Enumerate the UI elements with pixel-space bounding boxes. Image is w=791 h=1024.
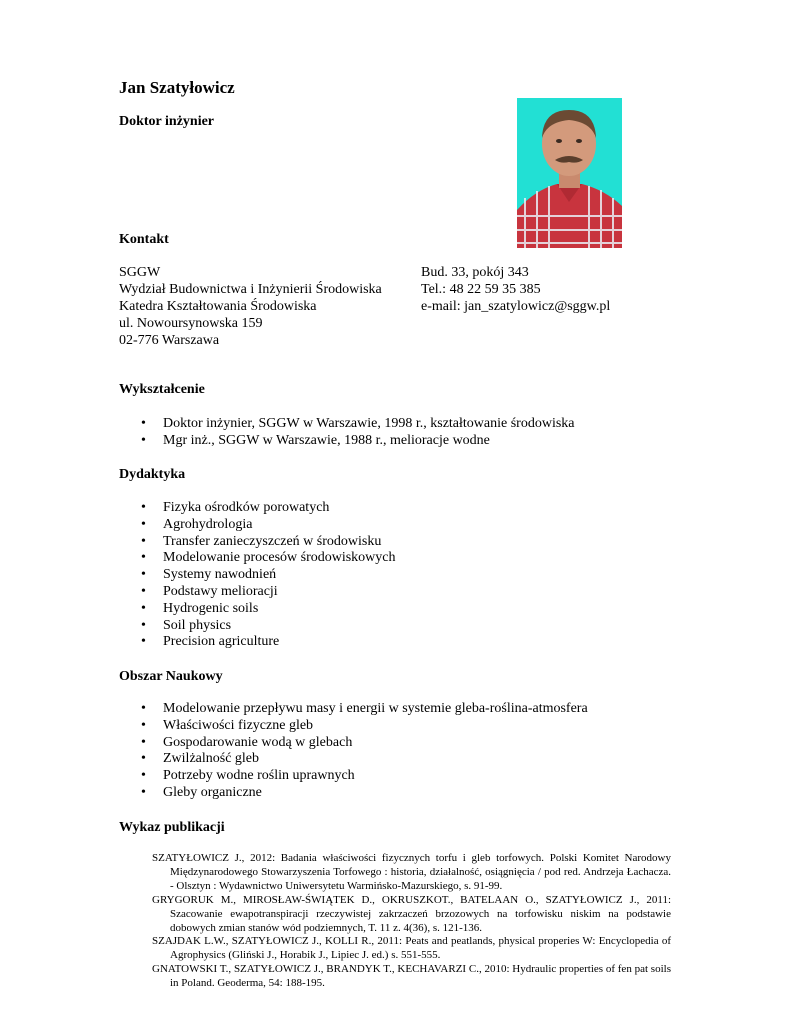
list-item: • Właściwości fizyczne gleb	[141, 718, 588, 735]
research-list	[141, 701, 588, 802]
contact-line: ul. Nowoursynowska 159	[119, 316, 263, 331]
contact-email[interactable]: e-mail: jan_szatylowicz@sggw.pl	[421, 299, 611, 314]
list-item: • Fizyka ośrodków porowatych	[141, 500, 396, 517]
list-item: • Zwilżalność gleb	[141, 751, 588, 768]
education-heading: Wykształcenie	[119, 382, 205, 397]
research-heading: Obszar Naukowy	[119, 669, 223, 684]
publication-item: GRYGORUK M., MIROSŁAW-ŚWIĄTEK D., OKRUSZKOT., BATELAAN O., SZATYŁOWICZ J., 2011: Szacowanie ewapotranspiracji rzeczywistej zakrzaczeń brzozowych na torfowisku niskim na podstawie dobowych zmian stanów wód podziemnych, T. 11 z. 4(36), s. 121-136.	[152, 893, 671, 934]
contact-line: SGGW	[119, 265, 161, 280]
education-list	[141, 416, 575, 450]
list-item: • Transfer zanieczyszczeń w środowisku	[141, 534, 396, 551]
list-item: • Modelowanie procesów środowiskowych	[141, 550, 396, 567]
portrait-photo	[517, 98, 622, 248]
person-title: Doktor inżynier	[119, 114, 215, 129]
contact-details	[421, 264, 610, 315]
contact-room: Bud. 33, pokój 343	[421, 265, 529, 280]
portrait-illustration	[517, 98, 622, 248]
list-item: • Soil physics	[141, 618, 396, 635]
contact-phone: Tel.: 48 22 59 35 385	[421, 282, 541, 297]
contact-line: Wydział Budownictwa i Inżynierii Środowiska	[119, 282, 382, 297]
contact-line: Katedra Kształtowania Środowiska	[119, 299, 317, 314]
list-item: • Systemy nawodnień	[141, 567, 396, 584]
list-item: • Modelowanie przepływu masy i energii w systemie gleba-roślina-atmosfera	[141, 701, 588, 718]
publication-item: SZATYŁOWICZ J., 2012: Badania właściwości fizycznych torfu i gleb torfowych. Polski Komitet Narodowy Międzynarodowego Stowarzyszenia Torfowego : historia, działalność, osiągnięcia / pod red. Andrzeja Łachacza. - Olsztyn : Wydawnictwo Uniwersytetu Warmińsko-Mazurskiego, s. 91-99.	[152, 852, 671, 892]
contact-heading: Kontakt	[119, 232, 169, 247]
contact-address	[119, 264, 382, 349]
person-name: Jan Szatyłowicz	[119, 78, 235, 97]
list-item: • Agrohydrologia	[141, 517, 396, 534]
publications-heading: Wykaz publikacji	[119, 820, 225, 835]
publications-list	[152, 852, 671, 991]
contact-line: 02-776 Warszawa	[119, 333, 220, 348]
list-item: • Gleby organiczne	[141, 785, 588, 802]
teaching-heading: Dydaktyka	[119, 467, 186, 482]
publication-item: GNATOWSKI T., SZATYŁOWICZ J., BRANDYK T., KECHAVARZI C., 2010: Hydraulic properties of fen pat soils in Poland. Geoderma, 54: 188-195.	[152, 963, 671, 990]
publication-item: SZAJDAK L.W., SZATYŁOWICZ J., KOLLI R., 2011: Peats and peatlands, physical properies W: Encyclopedia of Agrophysics (Gliński J., Horabik J., Lipiec J. ed.) s. 551-555.	[152, 935, 671, 962]
list-item: • Potrzeby wodne roślin uprawnych	[141, 768, 588, 785]
list-item: • Doktor inżynier, SGGW w Warszawie, 1998 r., kształtowanie środowiska	[141, 416, 575, 433]
teaching-list	[141, 500, 396, 651]
list-item: • Podstawy melioracji	[141, 584, 396, 601]
list-item: • Precision agriculture	[141, 634, 396, 651]
list-item: • Mgr inż., SGGW w Warszawie, 1988 r., melioracje wodne	[141, 433, 575, 450]
list-item: • Hydrogenic soils	[141, 601, 396, 618]
list-item: • Gospodarowanie wodą w glebach	[141, 735, 588, 752]
